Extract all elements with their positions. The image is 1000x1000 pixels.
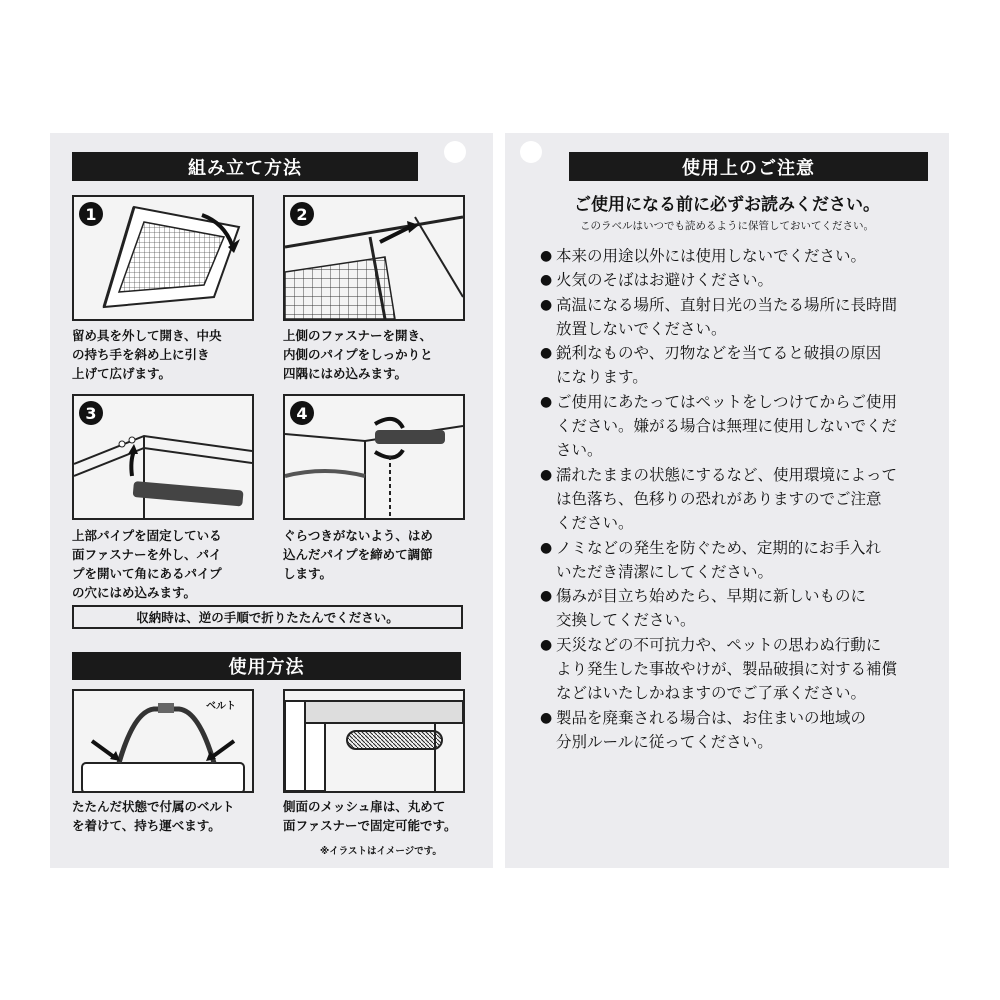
step-1-caption: 留め具を外して開き、中央 の持ち手を斜め上に引き 上げて広げます。 (72, 328, 222, 381)
assembly-title: 組み立て方法 (72, 152, 418, 181)
caution-item: ● ノミなどの発生を防ぐため、定期的にお手入れ いただき清潔にしてください。 (540, 536, 935, 585)
usage-title: 使用方法 (72, 652, 461, 680)
belt-label: ベルト (206, 701, 236, 712)
step-4-caption: ぐらつきがないよう、はめ 込んだパイプを締めて調節 します。 (283, 528, 433, 581)
bullet-icon: ● (540, 588, 553, 605)
step-number-badge: 1 (79, 202, 103, 226)
bullet-icon: ● (540, 636, 553, 653)
carry-belt-illustration (72, 689, 254, 793)
step-number-badge: 4 (290, 401, 314, 425)
caution-title: 使用上のご注意 (569, 152, 928, 181)
caution-item: ● 鋭利なものや、刃物などを当てると破損の原因 になります。 (540, 341, 935, 390)
bullet-icon: ● (540, 272, 553, 289)
caution-sublead: このラベルはいつでも読めるように保管しておいてください。 (580, 220, 874, 232)
step-number-badge: 3 (79, 401, 103, 425)
caution-lead: ご使用になる前に必ずお読みください。 (574, 195, 880, 215)
caution-item: ● 火気のそばはお避けください。 (540, 268, 935, 292)
step-number-badge: 2 (290, 202, 314, 226)
caution-item: ● 濡れたままの状態にするなど、使用環境によって は色落ち、色移りの恐れがありますのでご注意 ください。 (540, 463, 935, 536)
punch-hole (520, 141, 542, 163)
step-3-illustration (72, 394, 254, 520)
step-3-caption: 上部パイプを固定している 面ファスナーを外し、パイ プを開いて角にあるパイプ の穴にはめ込みます。 (72, 528, 222, 600)
step-4-illustration (283, 394, 465, 520)
caution-item: ● 本来の用途以外には使用しないでください。 (540, 244, 935, 268)
step-2-caption: 上側のファスナーを開き、 内側のパイプをしっかりと 四隅にはめ込みます。 (283, 328, 433, 381)
bullet-icon: ● (540, 709, 553, 726)
usage-1-caption: たたんだ状態で付属のベルト を着けて、持ち運べます。 (72, 799, 235, 833)
usage-2-caption: 側面のメッシュ扉は、丸めて 面ファスナーで固定可能です。 (283, 799, 457, 833)
bullet-icon: ● (540, 539, 553, 556)
bullet-icon: ● (540, 296, 553, 313)
bullet-icon: ● (540, 345, 553, 362)
bullet-icon: ● (540, 393, 553, 410)
step-1-illustration (72, 195, 254, 321)
caution-item: ● 傷みが目立ち始めたら、早期に新しいものに 交換してください。 (540, 584, 935, 633)
bullet-icon: ● (540, 466, 553, 483)
mesh-door-illustration (283, 689, 465, 793)
bullet-icon: ● (540, 248, 553, 264)
caution-item: ● ご使用にあたってはペットをしつけてからご使用 ください。嫌がる場合は無理に使用しないでくだ さい。 (540, 390, 935, 463)
punch-hole (444, 141, 466, 163)
storage-note: 収納時は、逆の手順で折りたたんでください。 (72, 605, 463, 629)
step-2-illustration (283, 195, 465, 321)
caution-item: ● 高温になる場所、直射日光の当たる場所に長時間 放置しないでください。 (540, 293, 935, 342)
illustration-note: ※イラストはイメージです。 (320, 846, 442, 857)
caution-item: ● 製品を廃棄される場合は、お住まいの地域の 分別ルールに従ってください。 (540, 706, 935, 755)
caution-item: ● 天災などの不可抗力や、ペットの思わぬ行動に より発生した事故やけが、製品破損に対する補償 などはいたしかねますのでご了承ください。 (540, 633, 935, 706)
caution-list (540, 244, 935, 754)
